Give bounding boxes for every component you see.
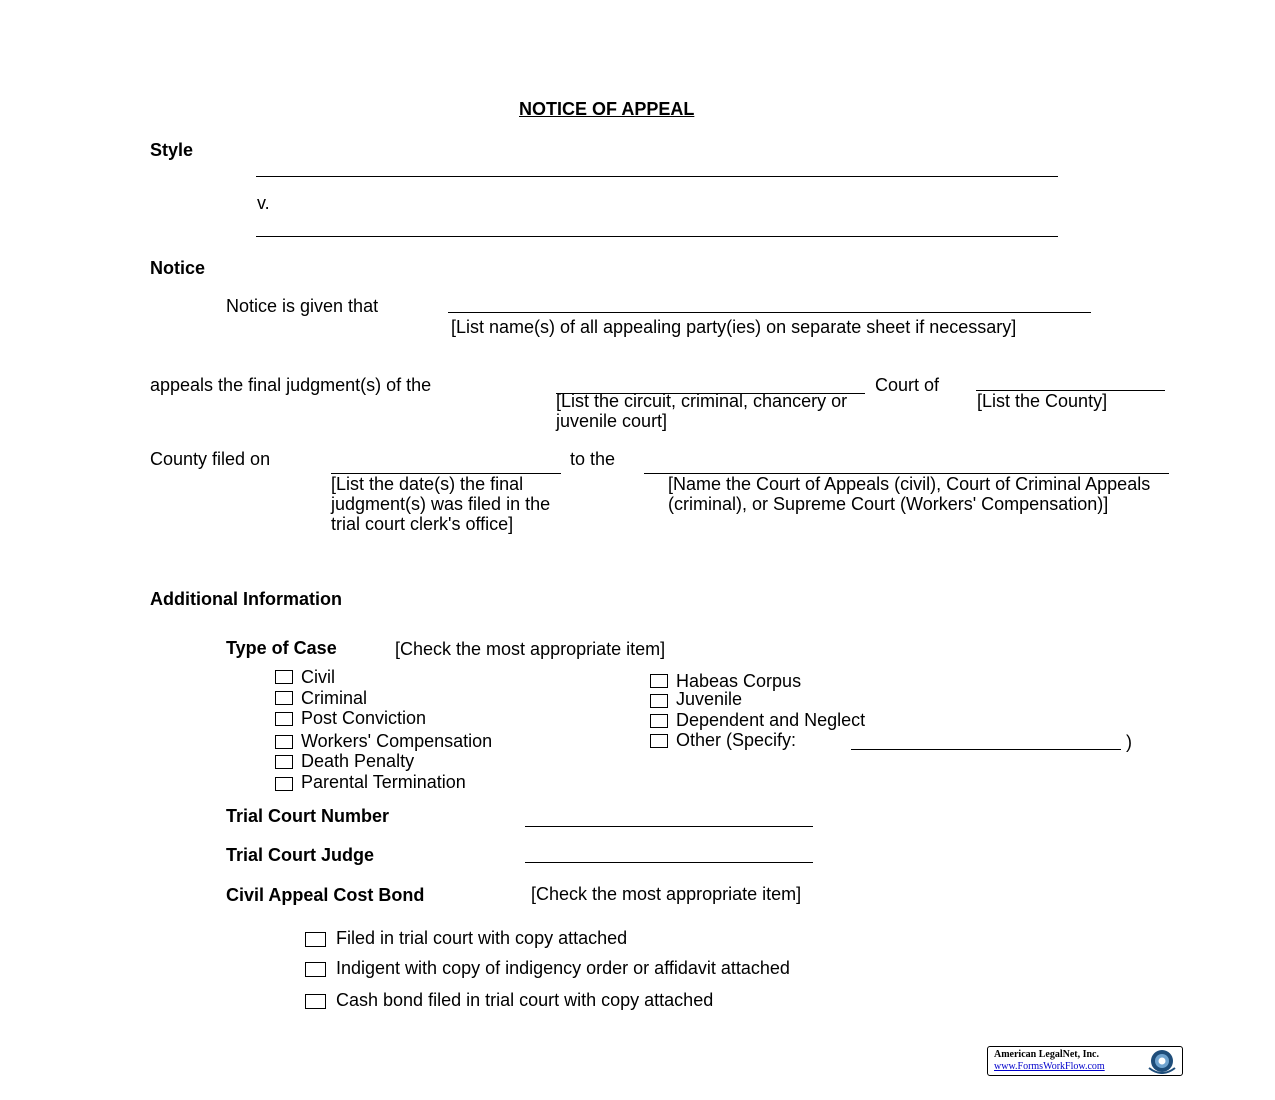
case-type-label-habeas-corpus: Habeas Corpus — [676, 671, 802, 691]
globe-icon — [1144, 1048, 1180, 1074]
county-filed-label: County filed on — [150, 449, 271, 469]
case-type-checkbox-workers-compensation[interactable] — [275, 735, 293, 749]
trial-court-judge-label: Trial Court Judge — [226, 845, 375, 865]
page-title: NOTICE OF APPEAL — [519, 99, 695, 119]
case-type-label-dependent-neglect: Dependent and Neglect — [676, 710, 866, 730]
style-heading: Style — [150, 140, 194, 160]
footer-logo[interactable] — [987, 1046, 1183, 1076]
cost-bond-label-cash: Cash bond filed in trial court with copy attached — [336, 990, 714, 1010]
notice-heading: Notice — [150, 258, 206, 278]
case-type-checkbox-dependent-neglect[interactable] — [650, 714, 668, 728]
case-type-label-workers-compensation: Workers' Compensation — [301, 731, 493, 751]
cost-bond-checkbox-filed[interactable] — [305, 932, 326, 947]
footer-company: American LegalNet, Inc. — [994, 1049, 1099, 1060]
case-type-checkbox-post-conviction[interactable] — [275, 712, 293, 726]
case-type-checkbox-other[interactable] — [650, 734, 668, 748]
cost-bond-hint: [Check the most appropriate item] — [531, 884, 802, 904]
case-type-checkbox-civil[interactable] — [275, 670, 293, 684]
appeals-label: appeals the final judgment(s) of the — [150, 375, 432, 395]
appeal-court-hint: [Name the Court of Appeals (civil), Court of Criminal Appeals (criminal), or Supreme Court (Workers' Compensation)] — [668, 474, 1151, 514]
defendant-line[interactable] — [256, 236, 1058, 237]
case-type-checkbox-death-penalty[interactable] — [275, 755, 293, 769]
case-type-checkbox-parental-termination[interactable] — [275, 777, 293, 791]
notice-given-label: Notice is given that — [226, 296, 379, 316]
other-specify-line[interactable] — [851, 749, 1121, 750]
county-hint: [List the County] — [977, 391, 1108, 411]
case-type-label-death-penalty: Death Penalty — [301, 751, 415, 771]
appealing-parties-line[interactable] — [448, 312, 1091, 313]
additional-info-heading: Additional Information — [150, 589, 342, 609]
court-type-hint: [List the circuit, criminal, chancery or juvenile court] — [556, 391, 848, 431]
case-type-label-other: Other (Specify: — [676, 730, 797, 750]
case-type-label-parental-termination: Parental Termination — [301, 772, 466, 792]
court-of-label: Court of — [875, 375, 940, 395]
cost-bond-label: Civil Appeal Cost Bond — [226, 885, 425, 905]
case-type-checkbox-juvenile[interactable] — [650, 694, 668, 708]
cost-bond-label-filed: Filed in trial court with copy attached — [336, 928, 628, 948]
judgment-date-hint: [List the date(s) the final judgment(s) was filed in the trial court clerk's office] — [331, 474, 551, 534]
case-type-label-criminal: Criminal — [301, 688, 368, 708]
type-of-case-label: Type of Case — [226, 638, 337, 658]
other-close-paren: ) — [1126, 732, 1132, 752]
footer-url[interactable]: www.FormsWorkFlow.com — [994, 1061, 1105, 1072]
cost-bond-checkbox-cash[interactable] — [305, 994, 326, 1009]
case-type-label-juvenile: Juvenile — [676, 689, 743, 709]
cost-bond-label-indigent: Indigent with copy of indigency order or affidavit attached — [336, 958, 790, 978]
to-the-label: to the — [570, 449, 616, 469]
trial-court-number-label: Trial Court Number — [226, 806, 390, 826]
case-type-checkbox-habeas-corpus[interactable] — [650, 674, 668, 688]
cost-bond-checkbox-indigent[interactable] — [305, 962, 326, 977]
trial-court-number-line[interactable] — [525, 826, 813, 827]
case-type-label-civil: Civil — [301, 667, 335, 687]
case-type-label-post-conviction: Post Conviction — [301, 708, 427, 728]
appealing-parties-hint: [List name(s) of all appealing party(ies) on separate sheet if necessary] — [451, 317, 1017, 337]
versus-label: v. — [257, 193, 270, 213]
trial-court-judge-line[interactable] — [525, 862, 813, 863]
plaintiff-line[interactable] — [256, 176, 1058, 177]
case-type-checkbox-criminal[interactable] — [275, 691, 293, 705]
type-of-case-hint: [Check the most appropriate item] — [395, 639, 666, 659]
